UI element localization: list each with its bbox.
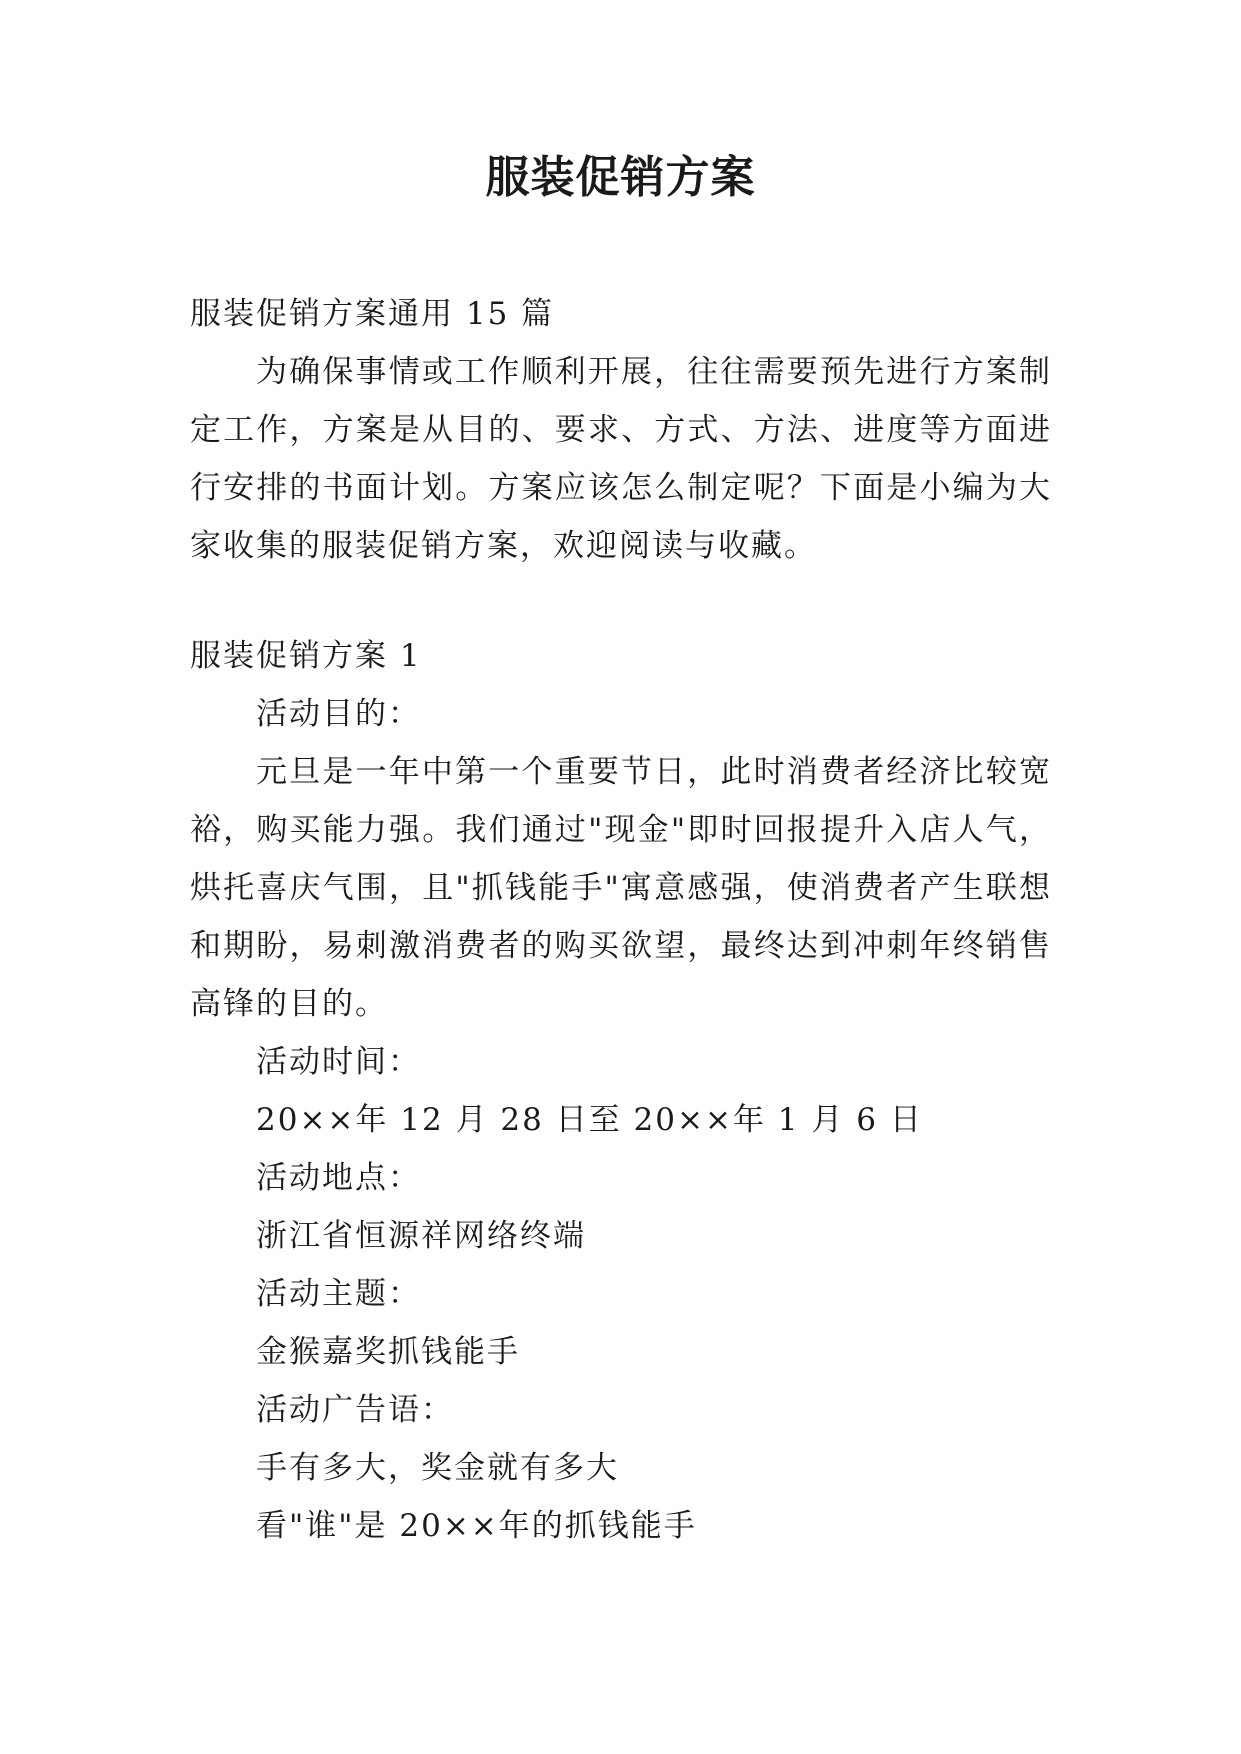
time-value: 20××年 12 月 28 日至 20××年 1 月 6 日 xyxy=(256,1102,923,1138)
slogan-line: 看"谁"是 20××年的抓钱能手 xyxy=(256,1508,697,1544)
slogan-line: 手有多大，奖金就有多大 xyxy=(256,1450,619,1486)
place-value: 浙江省恒源祥网络终端 xyxy=(256,1218,586,1254)
intro-heading: 服装促销方案通用 15 篇 xyxy=(190,296,555,332)
place-label: 活动地点： xyxy=(256,1160,421,1196)
document-body xyxy=(190,285,1052,1555)
purpose-label: 活动目的： xyxy=(256,696,421,732)
theme-label: 活动主题： xyxy=(256,1276,421,1312)
paragraph-gap xyxy=(190,575,1052,627)
time-label: 活动时间： xyxy=(256,1044,421,1080)
slogan-label: 活动广告语： xyxy=(256,1392,454,1428)
document-title: 服装促销方案 xyxy=(485,152,756,203)
section-heading: 服装促销方案 1 xyxy=(190,638,422,674)
theme-value: 金猴嘉奖抓钱能手 xyxy=(256,1334,520,1370)
intro-paragraph: 为确保事情或工作顺利开展，往往需要预先进行方案制定工作，方案是从目的、要求、方式、方法、进度等方面进行安排的书面计划。方案应该怎么制定呢？下面是小编为大家收集的服装促销方案，欢迎阅读与收藏。 xyxy=(190,354,1052,564)
purpose-text: 元旦是一年中第一个重要节日，此时消费者经济比较宽裕，购买能力强。我们通过"现金"即时回报提升入店人气，烘托喜庆气围，且"抓钱能手"寓意感强，使消费者产生联想和期盼，易刺激消费者的购买欲望，最终达到冲刺年终销售高锋的目的。 xyxy=(190,754,1052,1022)
